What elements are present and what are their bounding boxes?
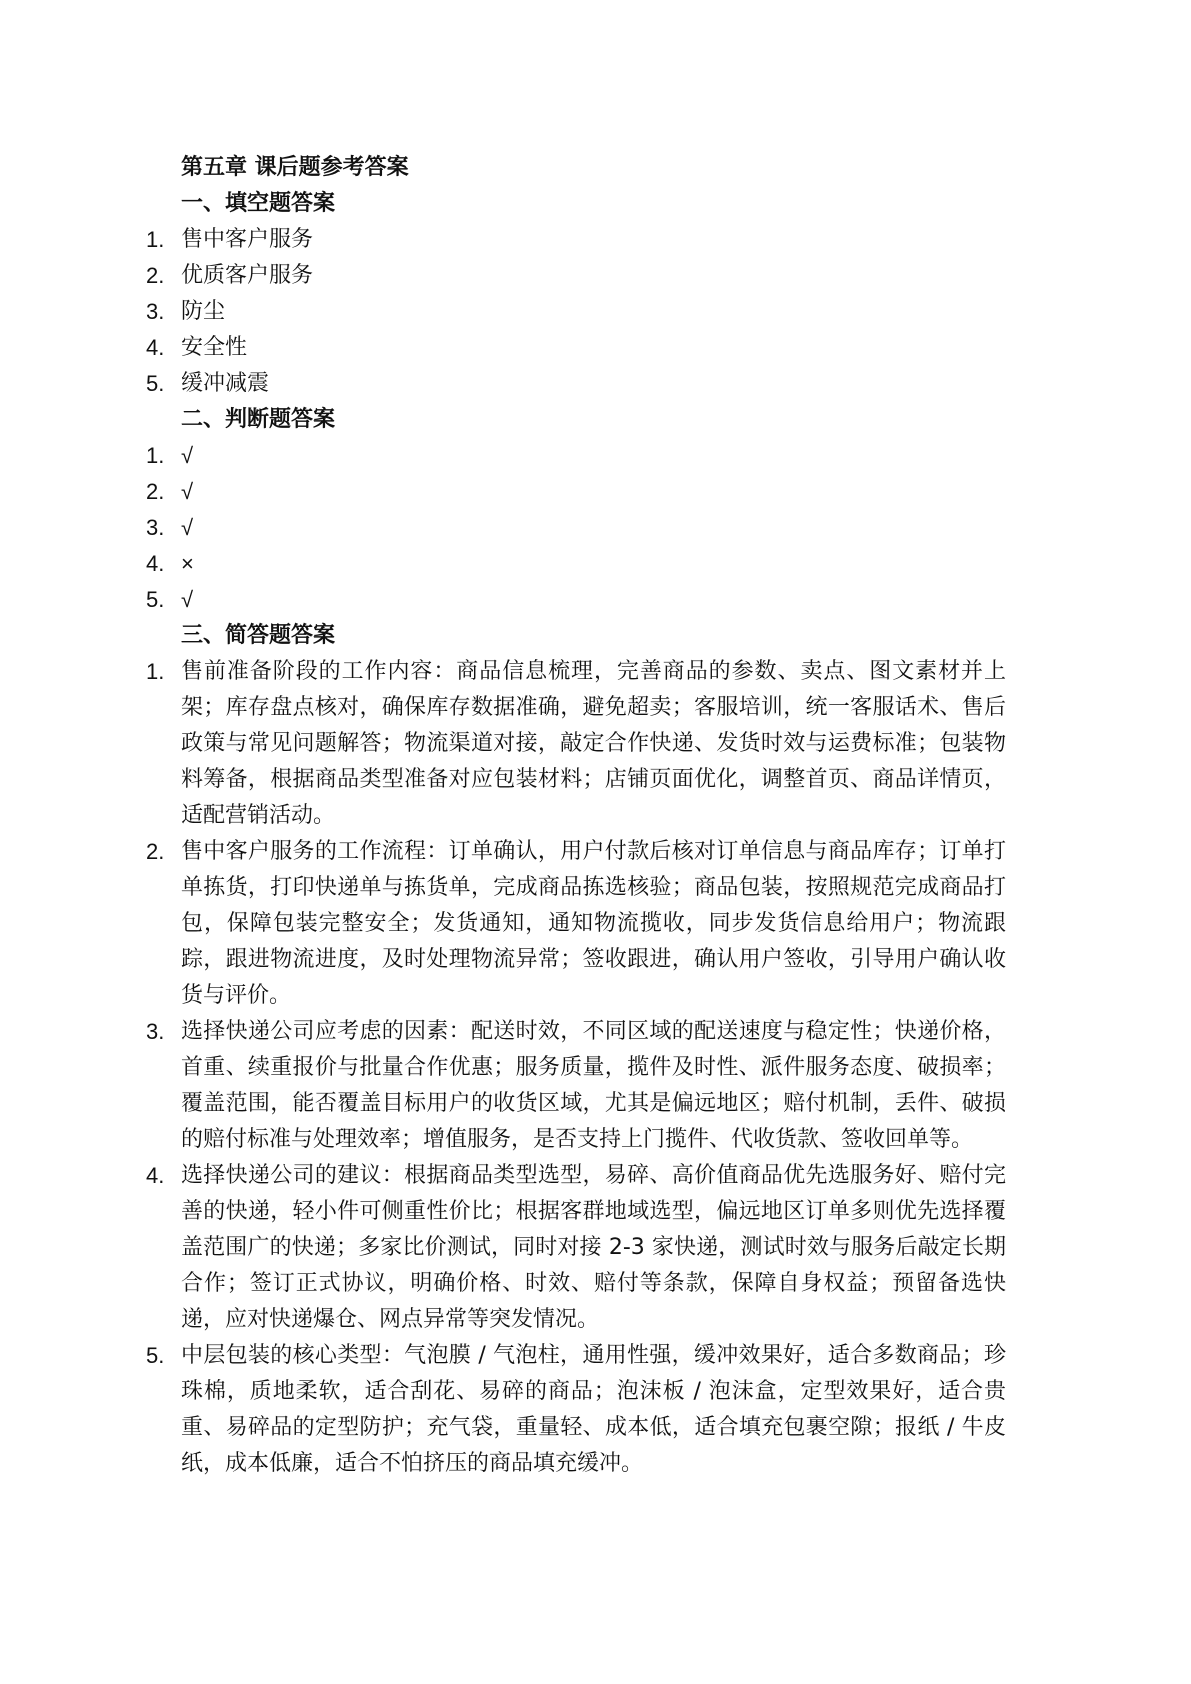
list-item: [146, 294, 1006, 330]
check-mark: √: [181, 479, 194, 504]
item-number: 4.: [146, 1163, 165, 1188]
item-number: 5.: [146, 587, 165, 612]
item-text: 售中客户服务: [181, 227, 314, 252]
item-text: 售前准备阶段的工作内容：商品信息梳理，完善商品的参数、卖点、图文素材并上架；库存盘点核对，确保库存数据准确，避免超卖；客服培训，统一客服话术、售后政策与常见问题解答；物流渠道对接，敲定合作快递、发货时效与运费标准；包装物料筹备，根据商品类型准备对应包装材料；店铺页面优化，调整首页、商品详情页，适配营销活动。: [181, 659, 1006, 828]
item-number: 2.: [146, 839, 165, 864]
item-text: 防尘: [181, 299, 226, 324]
item-text: 安全性: [181, 335, 248, 360]
item-text: 售中客户服务的工作流程：订单确认，用户付款后核对订单信息与商品库存；订单打单拣货，打印快递单与拣货单，完成商品拣选核验；商品包装，按照规范完成商品打包，保障包装完整安全；发货通知，通知物流揽收，同步发货信息给用户；物流跟踪，跟进物流进度，及时处理物流异常；签收跟进，确认用户签收，引导用户确认收货与评价。: [181, 839, 1006, 1008]
check-mark: √: [181, 587, 194, 612]
item-text: 缓冲减震: [181, 371, 270, 396]
section-fill-blank: [146, 186, 1006, 402]
item-number: 3.: [146, 299, 165, 324]
item-number: 1.: [146, 227, 165, 252]
section-true-false: [146, 402, 1006, 618]
list-item: [146, 834, 1006, 1014]
list-item: [146, 654, 1006, 834]
item-number: 4.: [146, 551, 165, 576]
item-number: 3.: [146, 515, 165, 540]
check-mark: √: [181, 443, 194, 468]
list-item: [146, 366, 1006, 402]
item-number: 1.: [146, 443, 165, 468]
cross-mark: ×: [181, 551, 194, 576]
section-heading: 三、简答题答案: [181, 623, 336, 648]
item-number: 4.: [146, 335, 165, 360]
item-number: 2.: [146, 479, 165, 504]
item-number: 5.: [146, 371, 165, 396]
list-item: [146, 1158, 1006, 1338]
item-number: 3.: [146, 1019, 165, 1044]
list-item: [146, 330, 1006, 366]
item-number: 5.: [146, 1343, 165, 1368]
list-item: [146, 510, 1006, 546]
list-item: [146, 1338, 1006, 1482]
document-body: [146, 150, 1006, 1482]
item-number: 2.: [146, 263, 165, 288]
item-text: 选择快递公司的建议：根据商品类型选型，易碎、高价值商品优先选服务好、赔付完善的快递，轻小件可侧重性价比；根据客群地域选型，偏远地区订单多则优先选择覆盖范围广的快递；多家比价测试，同时对接 2-3 家快递，测试时效与服务后敲定长期合作；签订正式协议，明确价格、时效、赔付等条款，保障自身权益；预留备选快递，应对快递爆仓、网点异常等突发情况。: [181, 1163, 1006, 1332]
list-item: [146, 258, 1006, 294]
list-item: [146, 222, 1006, 258]
check-mark: √: [181, 515, 194, 540]
section-short-answer: [146, 618, 1006, 1482]
list-item: [146, 582, 1006, 618]
section-heading: 二、判断题答案: [181, 407, 336, 432]
list-item: [146, 1014, 1006, 1158]
item-text: 中层包装的核心类型：气泡膜 / 气泡柱，通用性强，缓冲效果好，适合多数商品；珍珠棉，质地柔软，适合刮花、易碎的商品；泡沫板 / 泡沫盒，定型效果好，适合贵重、易碎品的定型防护；充气袋，重量轻、成本低，适合填充包裹空隙；报纸 / 牛皮纸，成本低廉，适合不怕挤压的商品填充缓冲。: [181, 1343, 1006, 1476]
list-item: [146, 474, 1006, 510]
list-item: [146, 546, 1006, 582]
item-text: 选择快递公司应考虑的因素：配送时效，不同区域的配送速度与稳定性；快递价格，首重、续重报价与批量合作优惠；服务质量，揽件及时性、派件服务态度、破损率；覆盖范围，能否覆盖目标用户的收货区域，尤其是偏远地区；赔付机制，丢件、破损的赔付标准与处理效率；增值服务，是否支持上门揽件、代收货款、签收回单等。: [181, 1019, 1006, 1152]
chapter-title: 第五章 课后题参考答案: [181, 155, 409, 180]
section-heading: 一、填空题答案: [181, 191, 336, 216]
list-item: [146, 438, 1006, 474]
item-text: 优质客户服务: [181, 263, 314, 288]
item-number: 1.: [146, 659, 165, 684]
